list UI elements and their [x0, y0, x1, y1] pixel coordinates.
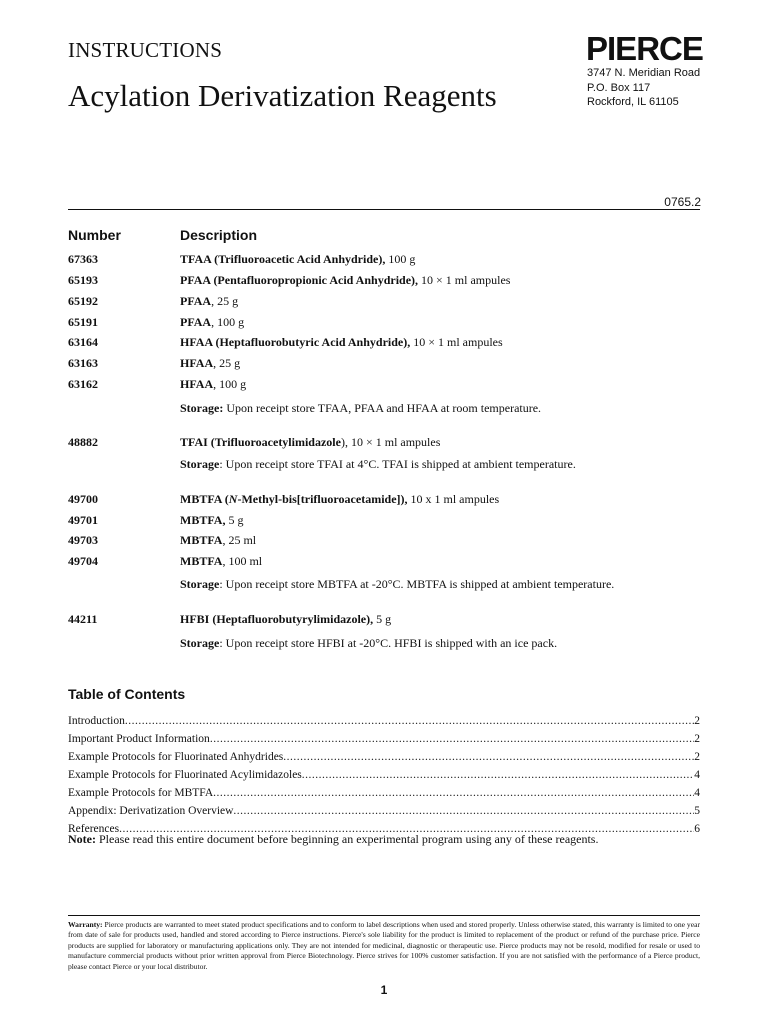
toc-heading: Table of Contents [68, 686, 186, 702]
column-header-number: Number [68, 227, 121, 243]
toc-entry-page: 5 [694, 805, 700, 817]
product-number: 63164 [68, 335, 98, 349]
product-row [68, 335, 700, 353]
toc-entry[interactable] [68, 712, 700, 730]
product-row [68, 435, 700, 453]
product-description: PFAA (Pentafluoropropionic Acid Anhydride), 10 × 1 ml ampules [180, 273, 511, 287]
product-number: 65191 [68, 315, 98, 329]
address-line: Rockford, IL 61105 [587, 96, 679, 108]
pierce-logo: PIERCE [586, 29, 703, 68]
product-description: TFAA (Trifluoroacetic Acid Anhydride), 100 g [180, 252, 416, 266]
toc-entry-page: 6 [694, 823, 700, 835]
toc-entry-title: Example Protocols for Fluorinated Anhydrides [68, 751, 284, 763]
warranty-statement: Warranty: Pierce products are warranted to meet stated product specifications and to conform to label descriptions when used and stored properly. Unless otherwise stated, this warranty is limited to one year from date of sale for products used, handled and stored according to Pierce instructions. Pierce's sole liability for the product is limited to replacement of the product or refund of the purchase price. Pierce products are supplied for laboratory or manufacturing applications only. They are not intended for medicinal, diagnostic or therapeutic use. Pierce products may not be resold, modified for resale or used to manufacture commercial products without prior written approval from Pierce Biotechnology. Pierce strives for 100% customer satisfaction. If you are not satisfied with the performance of a Pierce product, please contact Pierce or your local distributor. [68, 920, 700, 971]
toc-leader-dots [125, 712, 694, 730]
product-description: HFBI (Heptafluorobutyrylimidazole), 5 g [180, 612, 392, 626]
toc-entry-title: Important Product Information [68, 733, 210, 745]
toc-entry[interactable] [68, 766, 700, 784]
product-number: 49700 [68, 492, 98, 506]
storage-note: Storage: Upon receipt store MBTFA at -20°C. MBTFA is shipped at ambient temperature. [180, 577, 615, 591]
product-description: PFAA, 100 g [180, 315, 245, 329]
toc-entry-title: Example Protocols for MBTFA [68, 787, 214, 799]
toc-entry-title: Appendix: Derivatization Overview [68, 805, 234, 817]
toc-entry[interactable] [68, 730, 700, 748]
product-row [68, 612, 700, 630]
product-number: 67363 [68, 252, 98, 266]
toc-entry-page: 4 [694, 787, 700, 799]
footer-divider [68, 915, 700, 916]
toc-leader-dots [233, 802, 694, 820]
toc-entry[interactable] [68, 802, 700, 820]
product-number: 44211 [68, 612, 98, 626]
product-row [68, 356, 700, 374]
storage-note: Storage: Upon receipt store HFBI at -20°C. HFBI is shipped with an ice pack. [180, 636, 558, 650]
product-number: 63162 [68, 377, 98, 391]
toc-entry[interactable] [68, 748, 700, 766]
product-row [68, 315, 700, 333]
toc-entry-page: 4 [694, 769, 700, 781]
toc-entry-title: Introduction [68, 715, 125, 727]
product-number: 49701 [68, 513, 98, 527]
product-row [68, 513, 700, 531]
page-number: 1 [380, 983, 388, 997]
product-row [68, 252, 700, 270]
product-number: 48882 [68, 435, 98, 449]
product-description: HFAA, 25 g [180, 356, 241, 370]
product-description: MBTFA, 25 ml [180, 533, 257, 547]
product-number: 49703 [68, 533, 98, 547]
product-description: PFAA, 25 g [180, 294, 239, 308]
product-number: 65192 [68, 294, 98, 308]
document-kind: INSTRUCTIONS [68, 38, 223, 62]
product-description: HFAA (Heptafluorobutyric Acid Anhydride), 10 × 1 ml ampules [180, 335, 503, 349]
toc-entry[interactable] [68, 784, 700, 802]
product-row [68, 554, 700, 572]
document-title: Acylation Derivatization Reagents [68, 78, 497, 113]
toc-leader-dots [302, 766, 694, 784]
storage-note: Storage: Upon receipt store TFAI at 4°C. TFAI is shipped at ambient temperature. [180, 457, 576, 471]
company-address [587, 66, 700, 110]
product-row [68, 294, 700, 312]
storage-note: Storage: Upon receipt store TFAA, PFAA and HFAA at room temperature. [180, 401, 542, 415]
toc-entry-title: References [68, 823, 120, 835]
toc-entry-page: 2 [694, 715, 700, 727]
column-header-description: Description [180, 227, 258, 243]
header-divider [68, 209, 700, 210]
toc-leader-dots [283, 748, 694, 766]
product-number: 65193 [68, 273, 98, 287]
product-description: MBTFA, 5 g [180, 513, 244, 527]
product-row [68, 533, 700, 551]
product-number: 63163 [68, 356, 98, 370]
product-description: HFAA, 100 g [180, 377, 247, 391]
toc-leader-dots [210, 730, 694, 748]
toc-entry-title: Example Protocols for Fluorinated Acylimidazoles [68, 769, 302, 781]
address-line: 3747 N. Meridian Road [587, 67, 701, 79]
table-of-contents [68, 712, 700, 838]
product-description: MBTFA (N-Methyl-bis[trifluoroacetamide]), 10 x 1 ml ampules [180, 492, 500, 506]
product-row [68, 273, 700, 291]
address-line: P.O. Box 117 [587, 81, 651, 94]
product-description: MBTFA, 100 ml [180, 554, 263, 568]
product-row [68, 377, 700, 395]
toc-entry-page: 2 [694, 751, 700, 763]
product-row [68, 492, 700, 510]
toc-leader-dots [213, 784, 694, 802]
toc-entry-page: 2 [694, 733, 700, 745]
product-description: TFAI (Trifluoroacetylimidazole), 10 × 1 ml ampules [180, 435, 441, 449]
product-number: 49704 [68, 554, 98, 568]
document-number: 0765.2 [664, 195, 701, 209]
reading-note: Note: Please read this entire document before beginning an experimental program using any of these reagents. [68, 832, 599, 846]
